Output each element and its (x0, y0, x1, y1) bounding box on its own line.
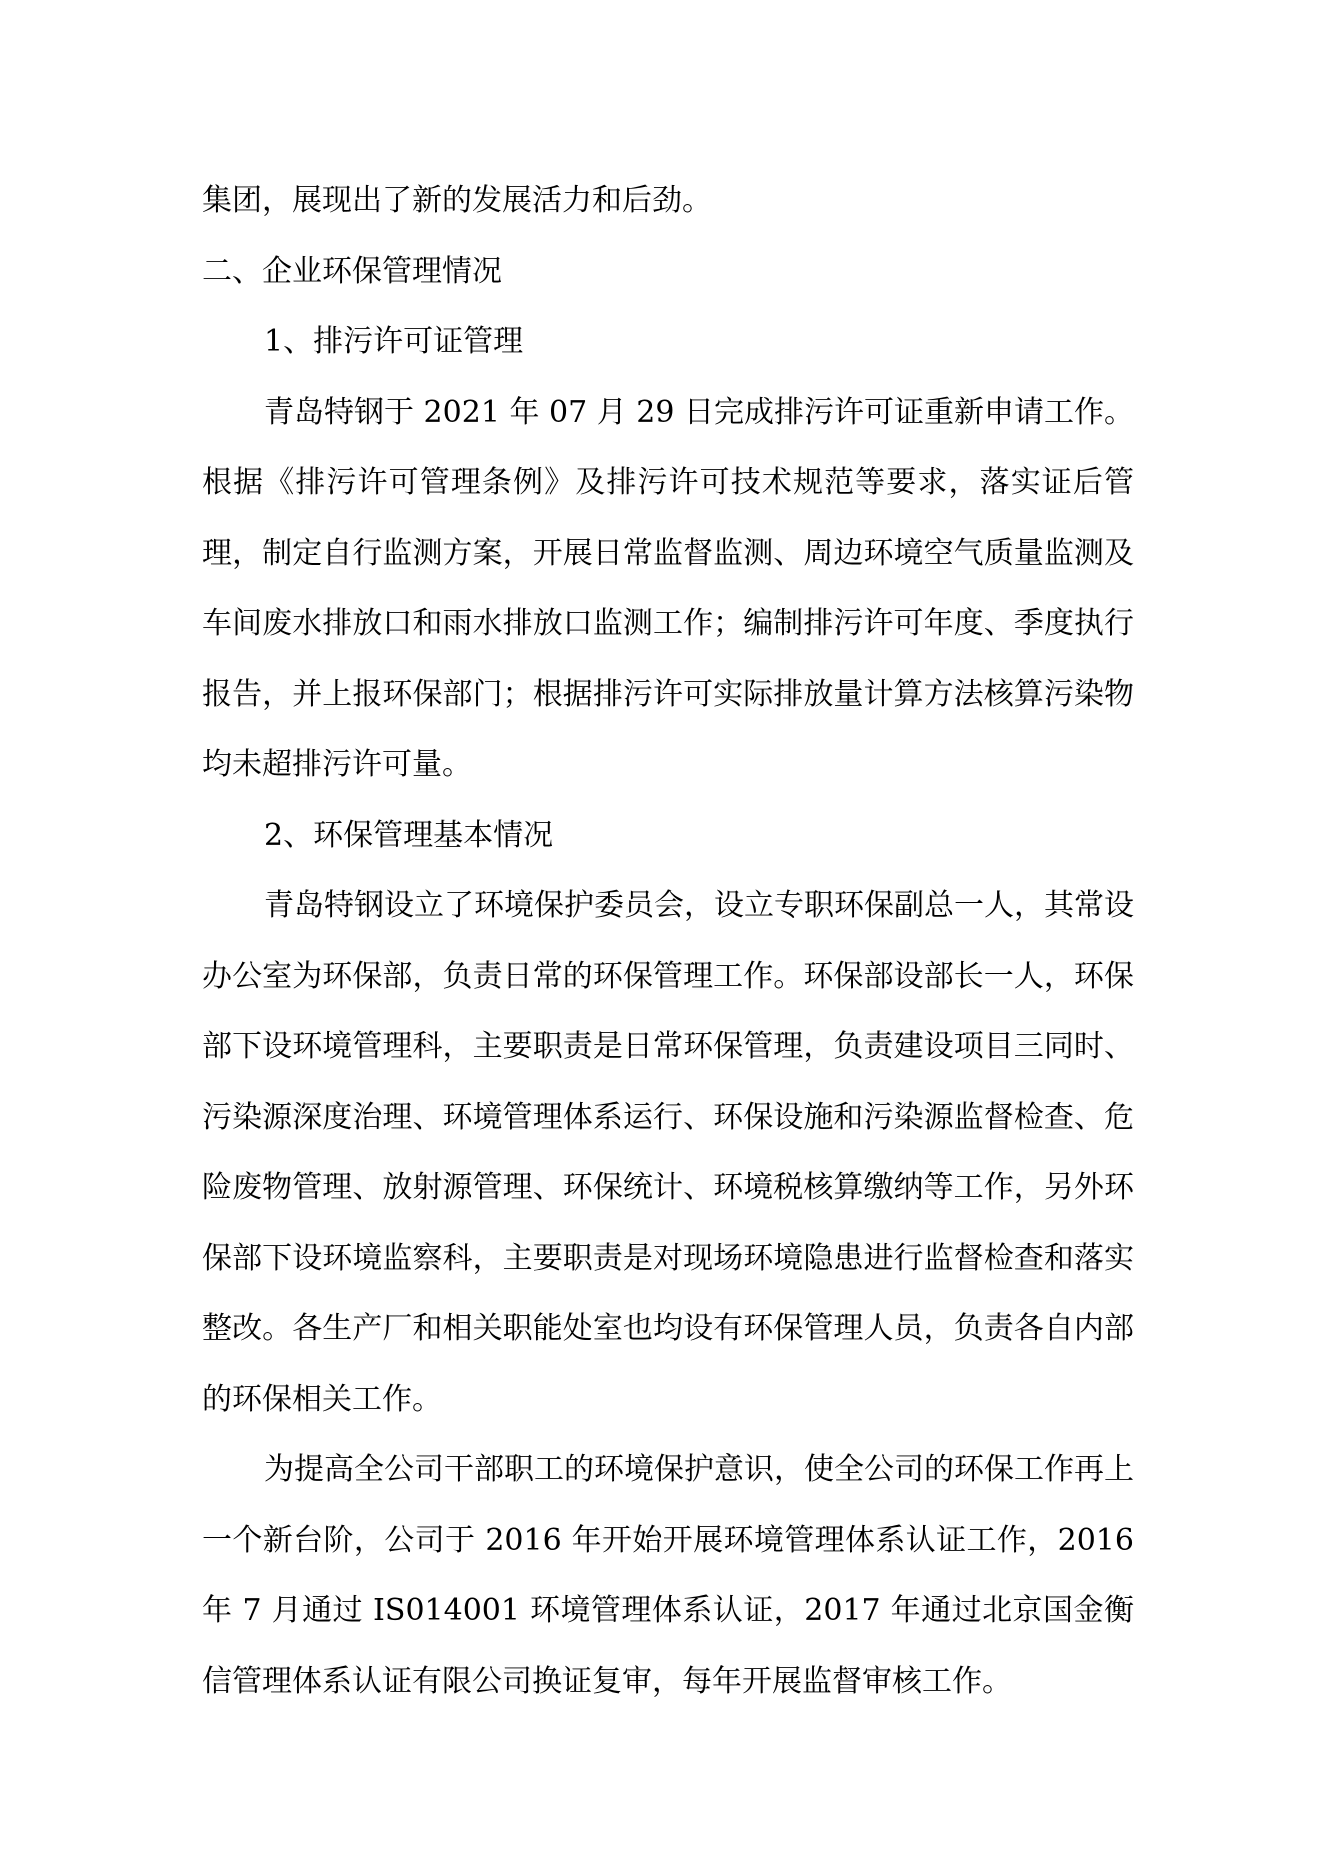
paragraph-continuation: 集团，展现出了新的发展活力和后劲。 (202, 183, 712, 218)
section-heading-environmental-management: 二、企业环保管理情况 (202, 253, 502, 289)
paragraph-iso-certification: 为提高全公司干部职工的环境保护意识，使全公司的环保工作再上一个新台阶，公司于 2016 年开始开展环境管理体系认证工作，2016 年 7 月通过 IS014001 环境管理体系认证，2017 年通过北京国金衡信管理体系认证有限公司换证复审，每年开展监督审核工作。 (202, 1452, 1134, 1699)
subsection-heading-discharge-permit: 1、排污许可证管理 (264, 324, 524, 359)
subsection-heading-basic-management: 2、环保管理基本情况 (264, 817, 554, 853)
paragraph-basic-management: 青岛特钢设立了环境保护委员会，设立专职环保副总一人，其常设办公室为环保部，负责日常的环保管理工作。环保部设部长一人，环保部下设环境管理科，主要职责是日常环保管理，负责建设项目三同时、污染源深度治理、环境管理体系运行、环保设施和污染源监督检查、危险废物管理、放射源管理、环保统计、环境税核算缴纳等工作，另外环保部下设环境监察科，主要职责是对现场环境隐患进行监督检查和落实整改。各生产厂和相关职能处室也均设有环保管理人员，负责各自内部的环保相关工作。 (202, 888, 1134, 1417)
document-body (202, 166, 1134, 1717)
paragraph-discharge-permit: 青岛特钢于 2021 年 07 月 29 日完成排污许可证重新申请工作。根据《排污许可管理条例》及排污许可技术规范等要求，落实证后管理，制定自行监测方案，开展日常监督监测、周边环境空气质量监测及车间废水排放口和雨水排放口监测工作；编制排污许可年度、季度执行报告，并上报环保部门；根据排污许可实际排放量计算方法核算污染物均未超排污许可量。 (202, 394, 1134, 782)
